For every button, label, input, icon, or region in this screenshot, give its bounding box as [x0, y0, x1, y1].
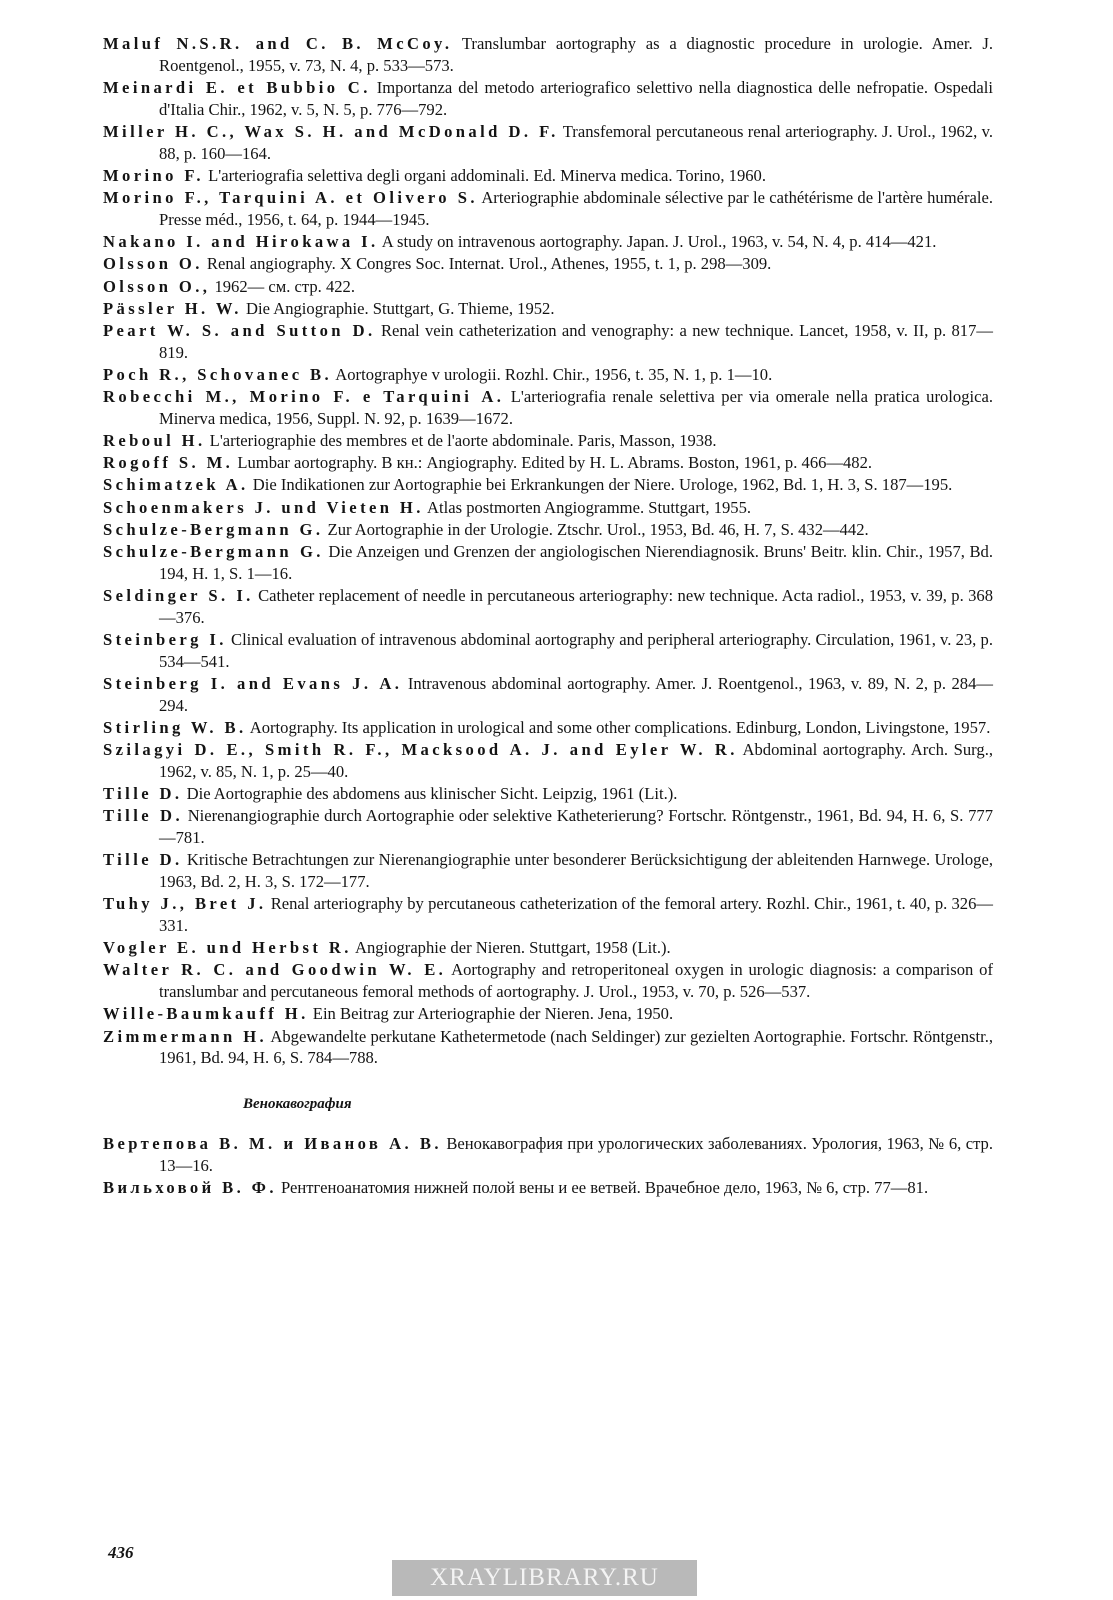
- reference-authors: Nakano I. and Hirokawa I.: [103, 232, 379, 252]
- reference-entry: [103, 805, 993, 849]
- reference-authors: Szilagyi D. E., Smith R. F., Macksood A. J. and Eyler W. R.: [103, 740, 738, 760]
- reference-text: L'arteriographie des membres et de l'aorte abdominale. Paris, Masson, 1938.: [205, 431, 717, 451]
- reference-authors: Stirling W. B.: [103, 717, 247, 737]
- reference-entry: [103, 673, 993, 717]
- reference-authors: Schoenmakers J. und Vieten H.: [103, 497, 424, 517]
- reference-text: Abgewandelte perkutane Kathetermetode (nach Seldinger) zur gezielten Aortographie. Fortschr. Röntgenstr., 1961, Bd. 94, H. 6, S. 784—788.: [159, 1026, 993, 1068]
- reference-entry: [103, 783, 993, 805]
- reference-authors: Wille-Baumkauff H.: [103, 1004, 309, 1024]
- page-number: 436: [108, 1543, 134, 1562]
- reference-entry: [103, 121, 993, 165]
- reference-text: Die Anzeigen und Grenzen der angiologischen Nierendiagnosik. Bruns' Beitr. klin. Chir., 1957, Bd. 194, H. 1, S. 1—16.: [159, 541, 993, 583]
- reference-entry: [103, 33, 993, 77]
- reference-text: Angiographie der Nieren. Stuttgart, 1958 (Lit.).: [351, 938, 671, 958]
- reference-entry: [103, 474, 993, 496]
- reference-entry: [103, 1003, 993, 1025]
- reference-text: Lumbar aortography. В кн.: Angiography. Edited by H. L. Abrams. Boston, 1961, p. 466—482.: [233, 453, 873, 473]
- reference-entry: [103, 298, 993, 320]
- reference-text: Atlas postmorten Angiogramme. Stuttgart, 1955.: [423, 497, 752, 517]
- reference-authors: Maluf N.S.R. and C. B. McCoy.: [103, 34, 453, 53]
- reference-entry: [103, 187, 993, 231]
- reference-authors: Вертепова В. М. и Иванов А. В.: [103, 1134, 442, 1154]
- reference-entry: [103, 849, 993, 893]
- reference-authors: Morino F., Tarquini A. et Olivero S.: [103, 188, 478, 208]
- reference-text: L'arteriografia selettiva degli organi addominali. Ed. Minerva medica. Torino, 1960.: [203, 165, 766, 185]
- reference-entry: [103, 77, 993, 121]
- reference-entry: [103, 959, 993, 1003]
- reference-text: Aortographye v urologii. Rozhl. Chir., 1956, t. 35, N. 1, p. 1—10.: [332, 364, 773, 384]
- reference-text: L'arteriografia renale selettiva per via omerale nella pratica urologica. Minerva medica, 1956, Suppl. N. 92, p. 1639—1672.: [159, 387, 993, 428]
- reference-entry: [103, 1177, 993, 1199]
- reference-text: Transfemoral percutaneous renal arteriography. J. Urol., 1962, v. 88, p. 160—164.: [159, 121, 993, 163]
- reference-authors: Poch R., Schovanec B.: [103, 364, 333, 384]
- reference-authors: Tille D.: [103, 806, 183, 826]
- reference-entry: [103, 937, 993, 959]
- reference-text: Ein Beitrag zur Arteriographie der Nieren. Jena, 1950.: [308, 1004, 674, 1024]
- reference-authors: Tille D.: [103, 784, 183, 804]
- reference-authors: Tille D.: [103, 850, 183, 870]
- reference-entry: [103, 629, 993, 673]
- reference-authors: Steinberg I. and Evans J. A.: [103, 673, 403, 693]
- reference-text: Importanza del metodo arteriografico selettivo nella diagnostica delle nefropatie. Ospedali d'Italia Chir., 1962, v. 5, N. 5, p. 776—792.: [159, 77, 993, 119]
- reference-authors: Steinberg I.: [103, 629, 227, 649]
- reference-text: 1962— см. стр. 422.: [210, 276, 356, 296]
- reference-entry: [103, 386, 993, 430]
- reference-text: Translumbar aortography as a diagnostic procedure in urologie. Amer. J. Roentgenol., 1955, v. 73, N. 4, p. 533—573.: [159, 34, 993, 75]
- reference-entry: [103, 717, 993, 739]
- reference-entry: [103, 893, 993, 937]
- reference-authors: Olsson O.: [103, 254, 203, 274]
- reference-text: A study on intravenous aortography. Japan. J. Urol., 1963, v. 54, N. 4, p. 414—421.: [378, 232, 937, 252]
- reference-entry: [103, 541, 993, 585]
- reference-text: Zur Aortographie in der Urologie. Ztschr. Urol., 1953, Bd. 46, H. 7, S. 432—442.: [323, 519, 869, 539]
- reference-authors: Seldinger S. I.: [103, 585, 254, 605]
- reference-authors: Vogler E. und Herbst R.: [103, 938, 352, 958]
- reference-text: Die Angiographie. Stuttgart, G. Thieme, 1952.: [241, 298, 555, 318]
- reference-text: Die Indikationen zur Aortographie bei Erkrankungen der Niere. Urologe, 1962, Bd. 1, H. 3, S. 187—195.: [248, 475, 953, 495]
- reference-text: Рентгеноанатомия нижней полой вены и ее ветвей. Врачебное дело, 1963, № 6, стр. 77—81.: [276, 1178, 929, 1198]
- reference-authors: Walter R. C. and Goodwin W. E.: [103, 960, 447, 980]
- reference-text: Nierenangiographie durch Aortographie oder selektive Katheterierung? Fortschr. Röntgenstr., 1961, Bd. 94, H. 6, S. 777—781.: [159, 806, 993, 848]
- reference-entry: [103, 276, 993, 298]
- section-reference-list: [103, 1133, 993, 1199]
- reference-entry: [103, 497, 993, 519]
- reference-authors: Zimmermann H.: [103, 1026, 268, 1046]
- reference-list: [103, 33, 993, 1069]
- reference-text: Aortography and retroperitoneal oxygen in urologic diagnosis: a comparison of translumbar and percutaneous femoral methods of aortography. J. Urol., 1953, v. 70, p. 526—537.: [159, 960, 993, 1002]
- watermark: XRAYLIBRARY.RU: [392, 1560, 697, 1596]
- reference-entry: [103, 519, 993, 541]
- reference-text: Die Aortographie des abdomens aus klinischer Sicht. Leipzig, 1961 (Lit.).: [182, 784, 678, 804]
- reference-text: Catheter replacement of needle in percutaneous arteriography: new technique. Acta radiol., 1953, v. 39, p. 368—376.: [159, 585, 994, 627]
- reference-authors: Reboul H.: [103, 431, 206, 451]
- bibliography-page: [103, 33, 993, 1199]
- reference-text: Aortography. Its application in urological and some other complications. Edinburg, London, Livingstone, 1957.: [246, 717, 991, 737]
- reference-authors: Robecchi M., Morino F. e Tarquini A.: [103, 387, 505, 407]
- reference-entry: [103, 739, 993, 783]
- reference-entry: [103, 364, 993, 386]
- reference-text: Kritische Betrachtungen zur Nierenangiographie unter besonderer Berücksichtigung der ableitenden Harnwege. Urologe, 1963, Bd. 2, H. 3, S. 172—177.: [159, 850, 993, 892]
- reference-authors: Schulze-Bergmann G.: [103, 519, 324, 539]
- reference-text: Clinical evaluation of intravenous abdominal aortography and peripheral arteriography. Circulation, 1961, v. 23, p. 534—541.: [159, 629, 993, 671]
- reference-authors: Вильховой В. Ф.: [103, 1178, 277, 1198]
- reference-authors: Tuhy J., Bret J.: [103, 894, 267, 914]
- reference-authors: Miller H. C., Wax S. H. and McDonald D. F.: [103, 121, 559, 141]
- reference-entry: [103, 231, 993, 253]
- reference-authors: Peart W. S. and Sutton D.: [103, 320, 376, 340]
- reference-entry: [103, 1133, 993, 1177]
- reference-authors: Olsson O.,: [103, 276, 211, 296]
- reference-text: Intravenous abdominal aortography. Amer. J. Roentgenol., 1963, v. 89, N. 2, p. 284—294.: [159, 673, 993, 715]
- reference-text: Renal arteriography by percutaneous catheterization of the femoral artery. Rozhl. Chir., 1961, t. 40, p. 326—331.: [159, 894, 993, 936]
- reference-authors: Rogoff S. M.: [103, 453, 234, 473]
- reference-text: Венокавография при урологических заболеваниях. Урология, 1963, № 6, стр. 13—16.: [159, 1134, 994, 1175]
- reference-text: Arteriographie abdominale sélective par le cathétérisme de l'artère humérale. Presse méd., 1956, t. 64, p. 1944—1945.: [159, 188, 993, 229]
- reference-entry: [103, 1026, 993, 1070]
- reference-text: Abdominal aortography. Arch. Surg., 1962, v. 85, N. 1, p. 25—40.: [159, 740, 993, 781]
- section-title: Венокавография: [243, 1096, 352, 1113]
- reference-entry: [103, 253, 993, 275]
- reference-authors: Meinardi E. et Bubbio C.: [103, 77, 371, 97]
- reference-authors: Morino F.: [103, 165, 204, 185]
- reference-authors: Schulze-Bergmann G.: [103, 541, 324, 561]
- reference-entry: [103, 320, 993, 364]
- reference-text: Renal angiography. X Congres Soc. Internat. Urol., Athenes, 1955, t. 1, p. 298—309.: [202, 254, 772, 274]
- reference-text: Renal vein catheterization and venography: a new technique. Lancet, 1958, v. II, p. 817—819.: [159, 320, 993, 362]
- reference-entry: [103, 165, 993, 187]
- reference-entry: [103, 430, 993, 452]
- reference-entry: [103, 585, 993, 629]
- reference-authors: Pässler H. W.: [103, 298, 242, 318]
- reference-authors: Schimatzek A.: [103, 475, 249, 495]
- reference-entry: [103, 452, 993, 474]
